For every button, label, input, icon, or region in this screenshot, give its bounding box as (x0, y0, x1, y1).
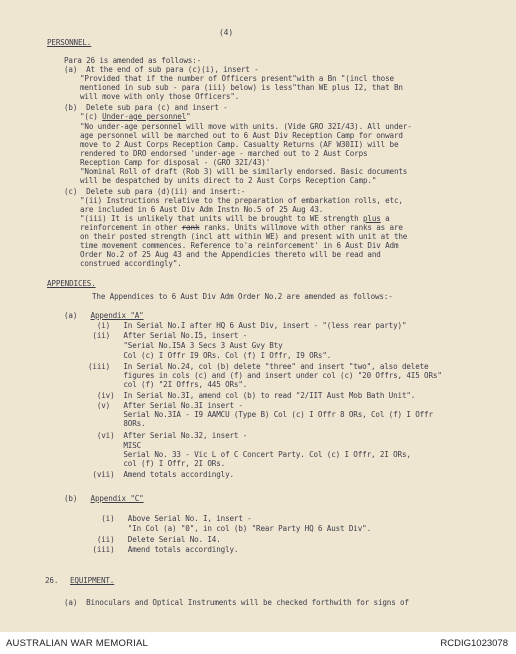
text-line: on their posted strength (incl att within WE) and present with unit at the (80, 232, 408, 241)
text-line: (a) At the end of sub para (c)(i), insert - (64, 65, 259, 74)
text-line: (vi) After Serial No.32, insert - (88, 431, 248, 440)
text-line: will be despatched by units direct to 2 Aust Corps Reception Camp." (80, 176, 377, 185)
text-line: Serial No.3IA - I9 AAMCU (Type B) Col (c) I Offr 8 ORs, Col (f) I Offr (88, 410, 433, 419)
section-number: 26. (45, 576, 59, 585)
text-line: mentioned in sub sub - para (iii) below) is less"than WE plus I2, that Bn (80, 83, 403, 92)
text-line: Col (c) I Offr I9 ORs. Col (f) I Offr, I9 ORs". (88, 351, 332, 360)
text-line: (vii) Amend totals accordingly. (88, 470, 234, 479)
text-line: MISC (88, 441, 142, 450)
text-line: figures in cols (c) and (f) and insert under col (c) "20 Offrs, 4I5 ORs" (88, 371, 442, 380)
text-line: (iv) In Serial No.3I, amend col (b) to read "2/IIT Aust Mob Bath Unit". (88, 391, 416, 400)
equipment-heading: EQUIPMENT. (70, 576, 115, 585)
text-line: The Appendices to 6 Aust Div Adm Order No.2 are amended as follows:- (92, 292, 393, 301)
text-line: rendered to DRO endorsed 'under-age - marched out to 2 Aust Corps (80, 149, 368, 158)
text-line: Reception Camp for disposal - (GRO 32I/43)' (80, 158, 271, 167)
appendices-heading: APPENDICES. (47, 279, 96, 288)
archive-footer (0, 632, 516, 654)
text-line: (b) Delete sub para (c) and insert - (64, 103, 228, 112)
text-line: age personnel will be marched out to 6 Aust Div Reception Camp for onward (80, 131, 403, 140)
text-line: move to 2 Aust Corps Reception Camp. Casualty Returns (AF W30II) will be (80, 140, 399, 149)
text-line: (v) After Serial No.3I insert - (88, 401, 243, 410)
text-line: "(iii) It is unlikely that units will be brought to WE strength plus a (80, 214, 390, 223)
text-line: will move with only those Officers". (80, 92, 240, 101)
text-line: "Provided that if the number of Officers present"with a Bn "(incl those (80, 74, 394, 83)
text-line: "(c) Under-age personnel" (80, 112, 191, 121)
archive-name: AUSTRALIAN WAR MEMORIAL (6, 638, 149, 649)
text-line: Serial No. 33 - Vic L of C Concert Party. Col (c) I Offr, 2I ORs, (88, 450, 411, 459)
text-line: construed accordingly". (80, 259, 182, 268)
text-line: "(ii) Instructions relative to the preparation of embarkation rolls, etc, (80, 196, 403, 205)
text-line: "In Col (a) "0", in col (b) "Rear Party HQ 6 Aust Div". (88, 524, 371, 533)
text-line: (a) Appendix "A" (64, 311, 144, 320)
text-line: (b) Appendix "C" (64, 494, 144, 503)
text-line: (i) Above Serial No. I, insert - (88, 514, 252, 523)
text-line: (ii) After Serial No.I5, insert - (88, 331, 248, 340)
text-line: "No under-age personnel will move with units. (Vide GRO 32I/43). All under- (80, 122, 412, 131)
text-line: 8ORs. (88, 419, 146, 428)
text-line: Order No.2 of 25 Aug 43 and the Appendicies thereto will be read and (80, 250, 381, 259)
page-number: (4) (219, 28, 233, 37)
text-line: (ii) Delete Serial No. I4. (88, 535, 221, 544)
archive-reference: RCDIG1023078 (440, 638, 508, 649)
text-line: col (f) "2I Offrs, 445 ORs". (88, 380, 248, 389)
text-line: time movement commences. Reference to'a reinforcement' in 6 Aust Div Adm (80, 241, 399, 250)
text-line: Para 26 is amended as follows:- (64, 56, 202, 65)
text-line: (c) Delete sub para (d)(ii) and insert:- (64, 187, 246, 196)
text-line: (iii) Amend totals accordingly. (88, 545, 239, 554)
text-line: (i) In Serial No.I after HQ 6 Aust Div, insert - "(less rear party)" (88, 321, 407, 330)
text-line: "Nominal Roll of draft (Rob 3) will be similarly endorsed. Basic documents (80, 167, 408, 176)
text-line: are included in 6 Aust Div Adm Instn No.5 of 25 Aug 43. (80, 205, 324, 214)
text-line: reinforcement in other rank ranks. Units willmove with other ranks as are (80, 223, 403, 232)
text-line: col (f) I Offr, 2I ORs. (88, 459, 226, 468)
text-line: (a) Binoculars and Optical Instruments will be checked forthwith for signs of (64, 598, 409, 607)
text-line: "Serial No.I5A 3 Secs 3 Aust Gvy Bty (88, 341, 283, 350)
personnel-heading: PERSONNEL. (47, 38, 92, 47)
text-line: (iii) In Serial No.24, col (b) delete "three" and insert "two", also delete (88, 362, 429, 371)
